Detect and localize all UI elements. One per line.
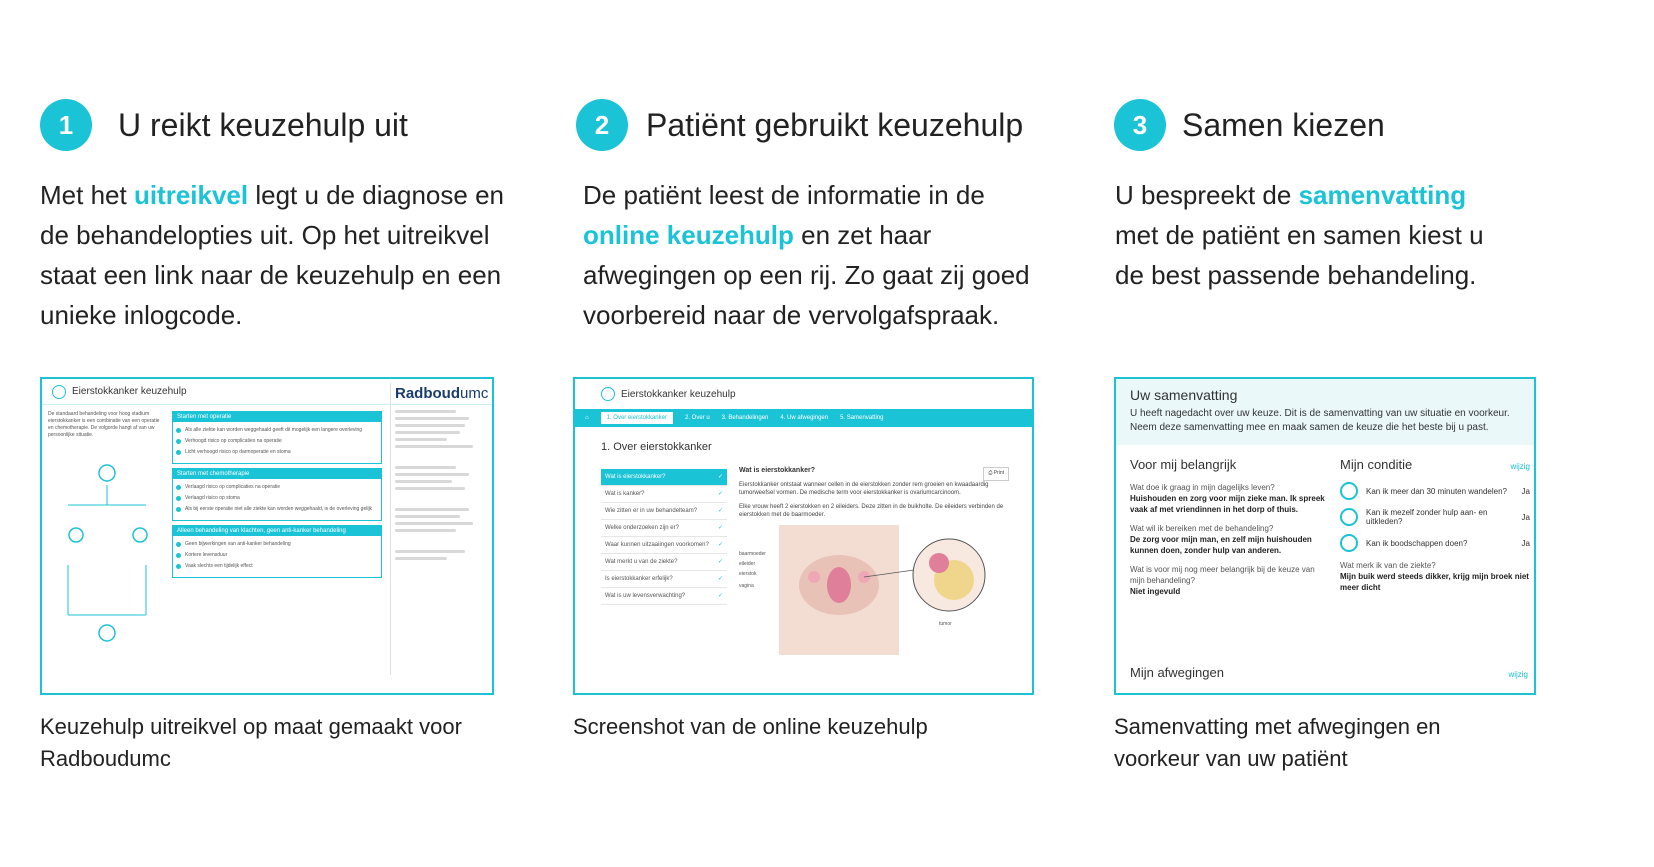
caption-samenvatting: Samenvatting met afwegingen en voorkeur van uw patiënt: [1114, 714, 1441, 771]
thumb-header: Eierstokkanker keuzehulp: [42, 379, 492, 405]
step-2-description: De patiënt leest de informatie in de online keuzehulp en zet haar afwegingen op een rij. Zo gaat zij goed voorbereid naar de vervolgafspraak.: [583, 180, 1030, 330]
keuzehulp-logo-icon: [601, 387, 615, 401]
tab-samenvatting[interactable]: 5. Samenvatting: [840, 415, 884, 421]
decision-tree-diagram: [48, 445, 166, 655]
topic-item[interactable]: Wat is uw levensverwachting? ✓: [601, 588, 727, 605]
caption-uitreikvel: Keuzehulp uitreikvel op maat gemaakt voor Radboudumc: [40, 714, 462, 771]
step-1-description: Met het uitreikvel legt u de diagnose en de behandelopties uit. Op het uitreikvel staat een link naar de keuzehulp en een unieke inlogcode.: [40, 180, 504, 330]
my-condition: Mijn conditie wijzig Kan ik meer dan 30 minuten wandelen? Ja Kan ik mezelf zonder hulp aan- en uitkleden? Ja Kan ik boodschappen doen? Ja Wat merk ik van de ziekte? Mijn buik werd steeds dikker, krijg mijn broek niet meer dicht: [1340, 457, 1530, 592]
step-3-header: [1114, 99, 1385, 151]
step-number-badge: 1: [40, 99, 92, 151]
important-to-me: Voor mij belangrijk Wat doe ik graag in mijn dagelijks leven? Huishouden en zorg voor mijn zieke man. Ik spreek vaak af met vriendinnen in het dorp of thuis. Wat wil ik bereiken met de behandeling? De zorg voor mijn man, en zelf mijn huishouden kunnen doen, zonder hulp van anderen. Wat is voor mij nog meer belangrijk bij de keuze van mijn behandeling? Niet ingevuld: [1130, 457, 1325, 596]
step-1-header: [40, 99, 408, 151]
step-title: Patiënt gebruikt keuzehulp: [646, 106, 1024, 143]
online-keuzehulp-link[interactable]: online keuzehulp: [583, 220, 794, 250]
anatomy-illustration: [739, 525, 1009, 655]
svg-text:vagina: vagina: [739, 583, 754, 589]
page-title: 1. Over eierstokkanker: [601, 441, 712, 453]
topic-item[interactable]: Wat is eierstokkanker? ✓: [601, 469, 727, 486]
samenvatting-link[interactable]: samenvatting: [1298, 180, 1467, 210]
shirt-icon: [1340, 508, 1358, 526]
uitreikvel-link[interactable]: uitreikvel: [133, 180, 249, 210]
nav-bar: [575, 409, 1032, 427]
edit-considerations-link[interactable]: wijzig: [1508, 670, 1528, 679]
uitreikvel-thumbnail[interactable]: [40, 377, 494, 695]
samenvatting-thumbnail[interactable]: [1114, 377, 1536, 695]
my-considerations: Mijn afwegingen wijzig: [1130, 665, 1528, 680]
online-keuzehulp-thumbnail[interactable]: [573, 377, 1034, 695]
edit-condition-link[interactable]: wijzig: [1510, 462, 1530, 471]
svg-text:baarmoeder: baarmoeder: [739, 551, 766, 557]
step-number-badge: 2: [576, 99, 628, 151]
condition-row: Kan ik mezelf zonder hulp aan- en uitkleden? Ja: [1340, 508, 1530, 526]
topic-item[interactable]: Is eierstokkanker erfelijk? ✓: [601, 571, 727, 588]
condition-row: Kan ik boodschappen doen? Ja: [1340, 534, 1530, 552]
thumb-header: Eierstokkanker keuzehulp: [575, 379, 1032, 409]
stopwatch-icon: [1340, 482, 1358, 500]
condition-row: Kan ik meer dan 30 minuten wandelen? Ja: [1340, 482, 1530, 500]
basket-icon: [1340, 534, 1358, 552]
svg-text:eileider: eileider: [739, 561, 756, 567]
step-number-badge: 3: [1114, 99, 1166, 151]
topic-item[interactable]: Wie zitten er in uw behandelteam? ✓: [601, 503, 727, 520]
topic-item[interactable]: Welke onderzoeken zijn er? ✓: [601, 520, 727, 537]
home-icon[interactable]: ⌂: [585, 415, 589, 421]
svg-text:eierstok: eierstok: [739, 571, 757, 577]
caption-online-keuzehulp: Screenshot van de online keuzehulp: [573, 714, 928, 739]
summary-header: Uw samenvatting U heeft nagedacht over uw keuze. Dit is de samenvatting van uw situatie en voorkeur. Neem deze samenvatting mee en maak samen de keuze die het beste bij u past.: [1116, 379, 1534, 445]
option-operation: Starten met operatie Als alle ziekte kan worden weggehaald geeft dit mogelijk een langere overleving Verhoogd risico op complicaties na operatie Licht verhoogd risico op darmoperatie en stoma: [172, 411, 382, 464]
option-chemo: Starten met chemotherapie Verlaagd risico op complicaties na operatie Verlaagd risico op stoma Als bij eerste operatie niet alle ziekte kan worden weggehaald, is de overleving gelijk: [172, 468, 382, 521]
keuzehulp-logo-icon: [52, 385, 66, 399]
step-3-description: U bespreekt de samenvatting met de patiënt en samen kiest u de best passende behandeling.: [1115, 180, 1484, 290]
option-palliative: Alleen behandeling van klachten, geen anti-kanker behandeling Geen bijwerkingen van anti-kanker behandeling Kortere levensduur Vaak slechts een tijdelijk effect: [172, 525, 382, 578]
radboudumc-logo: Radboudumc: [395, 385, 489, 402]
tab-behandelingen[interactable]: 3. Behandelingen: [721, 415, 769, 421]
topic-item[interactable]: Wat is kanker? ✓: [601, 486, 727, 503]
topic-list: [601, 469, 727, 605]
tab-over-u[interactable]: 2. Over u: [684, 415, 710, 421]
article-title: Wat is eierstokkanker?: [739, 467, 815, 474]
radboud-sidebar: [390, 383, 489, 675]
step-title: Samen kiezen: [1182, 106, 1385, 143]
step-2-header: [576, 99, 1023, 151]
treatment-options: [172, 411, 382, 582]
step-title: U reikt keuzehulp uit: [118, 106, 408, 143]
tab-over-eierstokkanker[interactable]: 1. Over eierstokkanker: [601, 412, 673, 424]
tab-afwegingen[interactable]: 4. Uw afwegingen: [780, 415, 829, 421]
thumb-intro: De standaard behandeling voor hoog stadium eierstokkanker is een combinatie van een operatie en chemotherapie. De volgorde hangt af van uw persoonlijke situatie.: [48, 411, 166, 658]
print-button[interactable]: ⎙ Print: [983, 467, 1009, 481]
topic-item[interactable]: Wat merkt u van de ziekte? ✓: [601, 554, 727, 571]
topic-item[interactable]: Waar kunnen uitzaaiingen voorkomen? ✓: [601, 537, 727, 554]
svg-text:tumor: tumor: [939, 621, 952, 627]
article-content: Wat is eierstokkanker? ⎙ Print Eierstokkanker ontstaat wanneer cellen in de eierstokken zonder rem groeien en kwaadaardig tumorweefsel vormen. De medische term voor eierstokkanker is ovariumcarcinoom. Elke vrouw heeft 2 eierstokken en 2 eileiders. Deze zitten in de buikholte. De eileiders verbinden de eierstokken met de baarmoeder. baarmoeder eileider eierstok vagina tumor: [739, 467, 1009, 658]
